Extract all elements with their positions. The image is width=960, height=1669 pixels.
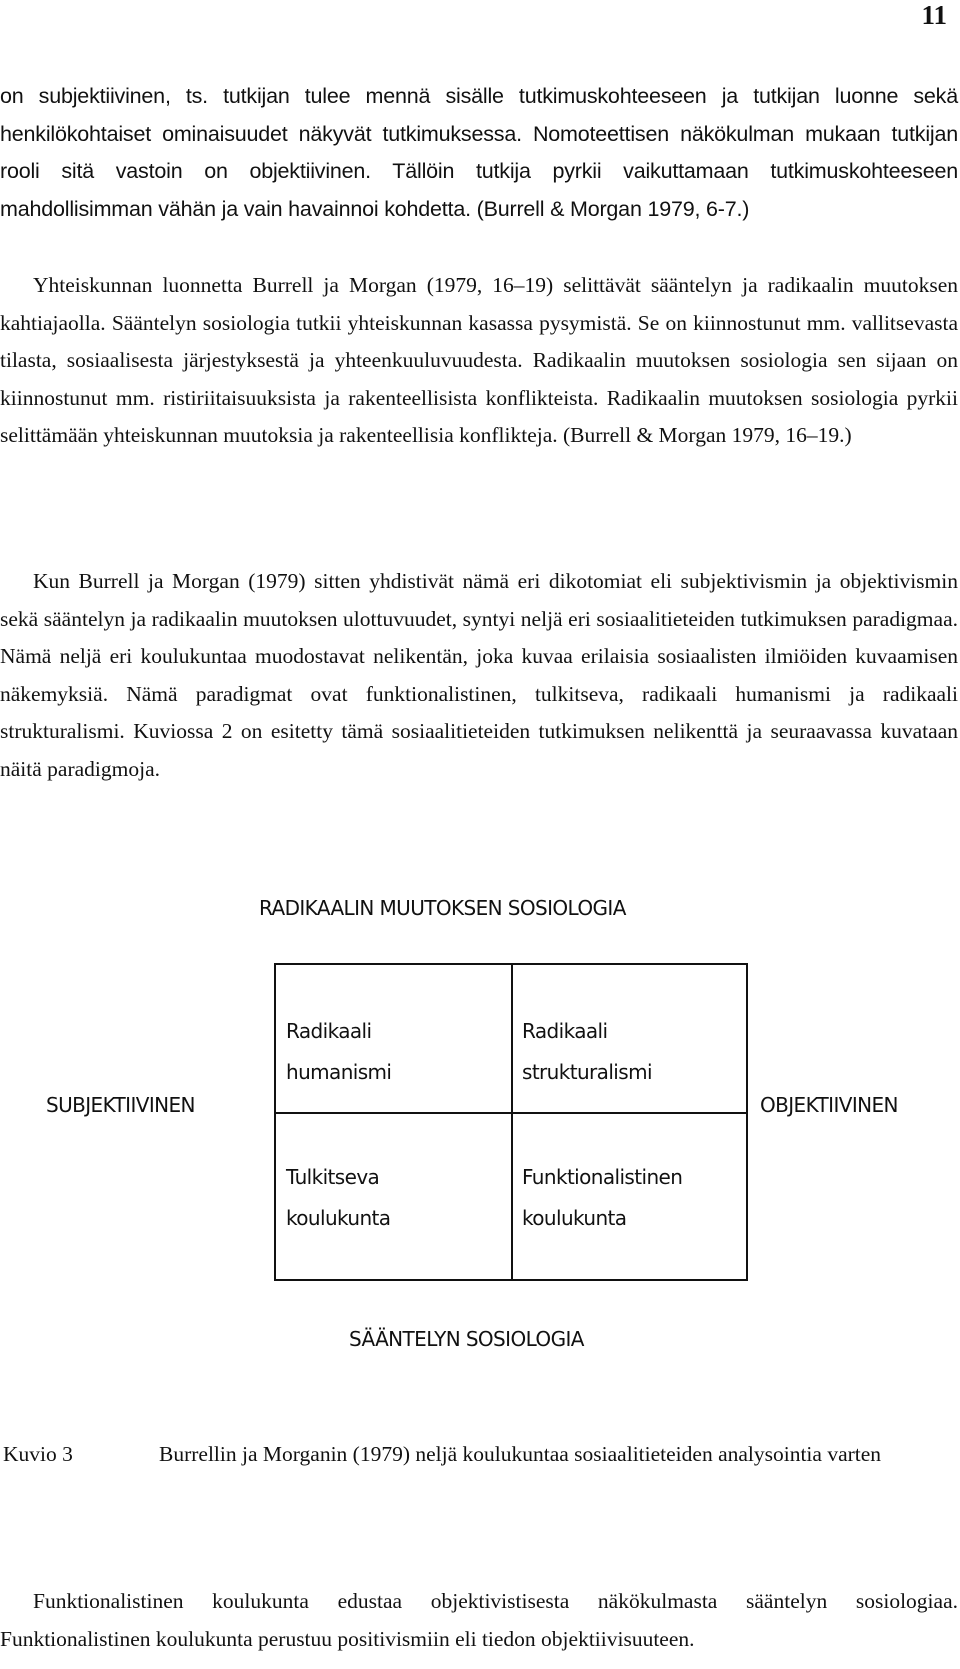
figure-top-axis-label: RADIKAALIN MUUTOKSEN SOSIOLOGIA xyxy=(259,896,626,920)
quadrant-line: Funktionalistinen xyxy=(522,1165,683,1189)
paragraph-society-nature: Yhteiskunnan luonnetta Burrell ja Morgan (1979, 16–19) selittävät sääntelyn ja radikaalin muutoksen kahtiajaolla. Sääntelyn sosiologia tutkii yhteiskunnan kasassa pysymistä. Se on kiinnostunut mm. vallitsevasta tilasta, sosiaalisesta järjestyksestä ja yhteenkuuluvuudesta. Radikaalin muutoksen sosiologia sen sijaan on kiinnostunut mm. ristiriitaisuuksista ja rakenteellisista konflikteista. Radikaalin muutoksen sosiologia pyrkii selittämään yhteiskunnan muutoksia ja rakenteellisia konflikteja. (Burrell & Morgan 1979, 16–19.) xyxy=(0,273,958,448)
quadrant-grid xyxy=(274,963,748,1281)
figure-caption-text: Burrellin ja Morganin (1979) neljä koulukuntaa sosiaalitieteiden analysointia varten xyxy=(159,1442,882,1466)
quadrant-line: Radikaali xyxy=(522,1019,608,1043)
quadrant-vertical-divider xyxy=(511,965,513,1279)
quadrant-radical-humanism xyxy=(286,1011,391,1093)
quadrant-line: koulukunta xyxy=(522,1206,627,1230)
quadrant-line: humanismi xyxy=(286,1060,392,1084)
quadrant-line: koulukunta xyxy=(286,1206,391,1230)
quadrant-functionalist-school xyxy=(522,1157,682,1239)
figure-left-axis-label: SUBJEKTIIVINEN xyxy=(46,1093,195,1117)
figure-right-axis-label: OBJEKTIIVINEN xyxy=(760,1093,898,1117)
quadrant-radical-structuralism xyxy=(522,1011,652,1093)
paragraph-four-paradigms: Kun Burrell ja Morgan (1979) sitten yhdistivät nämä eri dikotomiat eli subjektivismin ja objektivismin sekä sääntelyn ja radikaalin muutoksen ulottuvuudet, syntyi neljä eri sosiaalitieteiden tutkimuksen paradigmaa. Nämä neljä eri koulukuntaa muodostavat nelikentän, joka kuvaa erilaisia sosiaalisten ilmiöiden kuvaamisen näkemyksiä. Nämä paradigmat ovat funktionalistinen, tulkitseva, radikaali humanismi ja radikaali strukturalismi. Kuviossa 2 on esitetty tämä sosiaalitieteiden tutkimuksen nelikenttä ja seuraavassa kuvataan näitä paradigmoja. xyxy=(0,569,958,781)
quadrant-line: Radikaali xyxy=(286,1019,372,1043)
quadrant-line: Tulkitseva xyxy=(286,1165,380,1189)
quadrant-line: strukturalismi xyxy=(522,1060,652,1084)
paragraph-continuation: on subjektiivinen, ts. tutkijan tulee mennä sisälle tutkimuskohteeseen ja tutkijan luonne sekä henkilökohtaiset ominaisuudet näkyvät tutkimuksessa. Nomoteettisen näkökulman mukaan tutkijan rooli sitä vastoin on objektiivinen. Tällöin tutkija pyrkii vaikuttamaan tutkimuskohteeseen mahdollisimman vähän ja vain havainnoi kohdetta. (Burrell & Morgan 1979, 6-7.) xyxy=(0,84,958,221)
quadrant-horizontal-divider xyxy=(276,1112,746,1114)
paragraph-functionalist: Funktionalistinen koulukunta edustaa objektivistisesta näkökulmasta sääntelyn sosiologiaa. Funktionalistinen koulukunta perustuu positivismiin eli tiedon objektiivisuuteen. xyxy=(0,1589,958,1651)
figure-caption-label: Kuvio 3 xyxy=(3,1442,73,1466)
quadrant-interpretive-school xyxy=(286,1157,390,1239)
figure-bottom-axis-label: SÄÄNTELYN SOSIOLOGIA xyxy=(349,1327,584,1351)
page-number: 11 xyxy=(921,0,947,30)
